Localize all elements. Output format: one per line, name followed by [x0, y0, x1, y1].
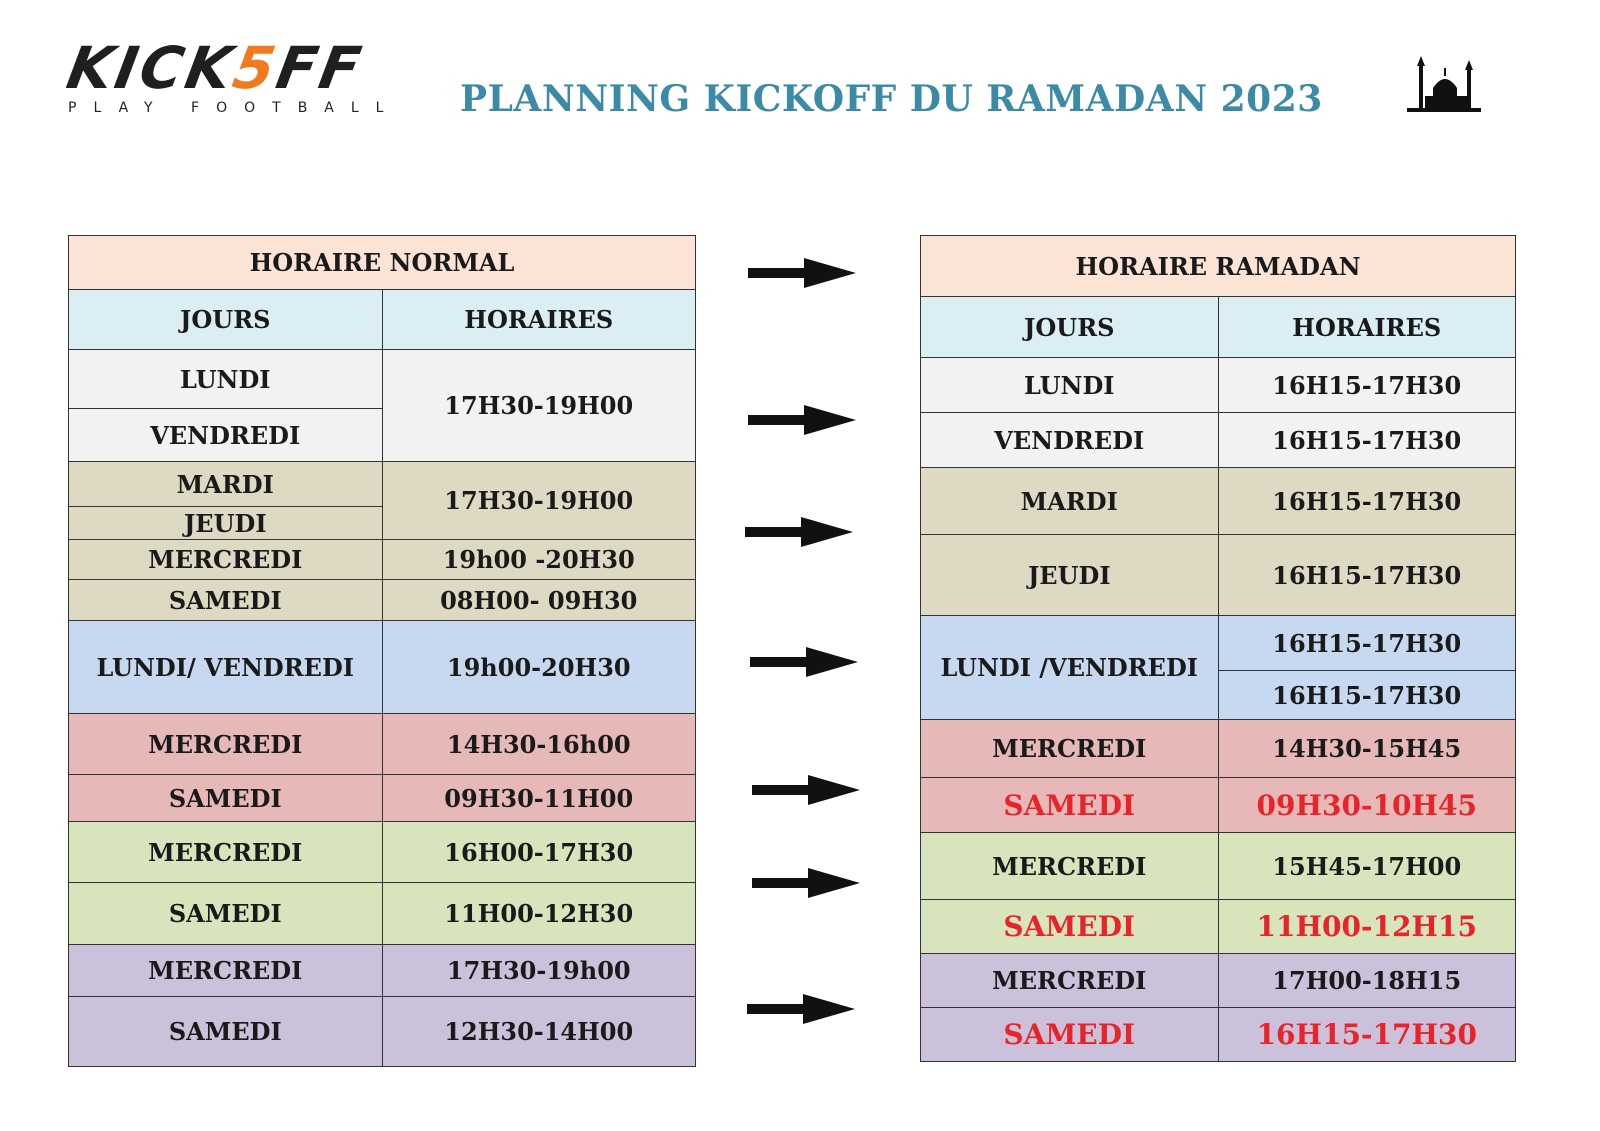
day-cell: SAMEDI [69, 775, 383, 822]
table-row [921, 358, 1516, 413]
day-cell: SAMEDI [921, 778, 1219, 833]
time-cell: 09H30-11H00 [382, 775, 696, 822]
kickoff-logo [62, 28, 428, 128]
table-row [921, 468, 1516, 535]
arrow-right-icon [752, 773, 862, 807]
day-cell: MERCREDI [69, 714, 383, 775]
time-cell: 16H15-17H30 [1218, 358, 1516, 413]
day-cell: JEUDI [69, 507, 383, 540]
time-cell: 16H15-17H30 [1218, 1008, 1516, 1062]
table-row [69, 997, 696, 1067]
column-header-row [921, 297, 1516, 358]
logo-tagline: PLAY FOOTBALL [68, 100, 401, 116]
day-cell: MARDI [921, 468, 1219, 535]
column-header-row [69, 290, 696, 350]
normal-schedule-table [68, 235, 696, 1067]
table-row [921, 616, 1516, 671]
ramadan-schedule-table [920, 235, 1516, 1062]
arrow-right-icon [752, 866, 862, 900]
table-row [921, 954, 1516, 1008]
time-cell: 19h00 -20H30 [382, 540, 696, 580]
table-row [921, 535, 1516, 616]
page-title: PLANNING KICKOFF DU RAMADAN 2023 [460, 78, 1323, 120]
day-cell: LUNDI [921, 358, 1219, 413]
time-cell: 16H15-17H30 [1218, 468, 1516, 535]
day-cell: MERCREDI [921, 720, 1219, 778]
day-cell: SAMEDI [69, 997, 383, 1067]
logo-word-right: FF [271, 34, 369, 102]
column-header-jours: JOURS [921, 297, 1219, 358]
day-cell: SAMEDI [69, 883, 383, 945]
time-cell: 16H00-17H30 [382, 822, 696, 883]
time-cell: 14H30-16h00 [382, 714, 696, 775]
day-cell: MARDI [69, 462, 383, 507]
day-cell: SAMEDI [921, 1008, 1219, 1062]
day-cell: VENDREDI [921, 413, 1219, 468]
column-header-horaires: HORAIRES [382, 290, 696, 350]
time-cell: 14H30-15H45 [1218, 720, 1516, 778]
day-cell: MERCREDI [69, 945, 383, 997]
table-row [69, 945, 696, 997]
table-row [921, 900, 1516, 954]
day-cell: VENDREDI [69, 409, 383, 462]
arrow-right-icon [748, 256, 858, 290]
table-row [921, 720, 1516, 778]
logo-word-left: KICK [62, 34, 241, 102]
table-row [921, 833, 1516, 900]
time-cell: 16H15-17H30 [1218, 535, 1516, 616]
table-row [69, 714, 696, 775]
time-cell: 19h00-20H30 [382, 621, 696, 714]
day-cell: MERCREDI [69, 822, 383, 883]
day-cell: SAMEDI [69, 580, 383, 621]
table-row [69, 621, 696, 714]
table-row [69, 350, 696, 409]
day-cell: MERCREDI [921, 833, 1219, 900]
time-cell: 12H30-14H00 [382, 997, 696, 1067]
crescent-mosque-icon [1395, 26, 1495, 126]
time-cell: 08H00- 09H30 [382, 580, 696, 621]
time-cell: 16H15-17H30 [1218, 413, 1516, 468]
table-row [69, 580, 696, 621]
time-cell: 17H30-19H00 [382, 350, 696, 462]
arrow-right-icon [745, 515, 855, 549]
table-row [69, 775, 696, 822]
day-cell: SAMEDI [921, 900, 1219, 954]
table-row [69, 822, 696, 883]
arrow-right-icon [748, 403, 858, 437]
day-cell: LUNDI/ VENDREDI [69, 621, 383, 714]
time-cell: 16H15-17H30 [1218, 671, 1516, 720]
column-header-horaires: HORAIRES [1218, 297, 1516, 358]
time-cell: 16H15-17H30 [1218, 616, 1516, 671]
day-cell: LUNDI [69, 350, 383, 409]
day-cell: JEUDI [921, 535, 1219, 616]
table-header-row [921, 236, 1516, 297]
time-cell: 11H00-12H15 [1218, 900, 1516, 954]
arrow-right-icon [747, 992, 857, 1026]
time-cell: 11H00-12H30 [382, 883, 696, 945]
table-row [921, 1008, 1516, 1062]
ramadan-table-title: HORAIRE RAMADAN [921, 236, 1516, 297]
normal-table-title: HORAIRE NORMAL [69, 236, 696, 290]
day-cell: LUNDI /VENDREDI [921, 616, 1219, 720]
column-header-jours: JOURS [69, 290, 383, 350]
time-cell: 09H30-10H45 [1218, 778, 1516, 833]
table-header-row [69, 236, 696, 290]
time-cell: 17H30-19H00 [382, 462, 696, 540]
table-row [69, 462, 696, 507]
table-row [69, 883, 696, 945]
time-cell: 17H00-18H15 [1218, 954, 1516, 1008]
logo-wordmark [61, 28, 370, 108]
time-cell: 17H30-19h00 [382, 945, 696, 997]
table-row [921, 413, 1516, 468]
day-cell: MERCREDI [921, 954, 1219, 1008]
table-row [921, 778, 1516, 833]
table-row [69, 540, 696, 580]
day-cell: MERCREDI [69, 540, 383, 580]
arrow-right-icon [750, 645, 860, 679]
logo-ball-icon: 5 [228, 34, 284, 102]
time-cell: 15H45-17H00 [1218, 833, 1516, 900]
